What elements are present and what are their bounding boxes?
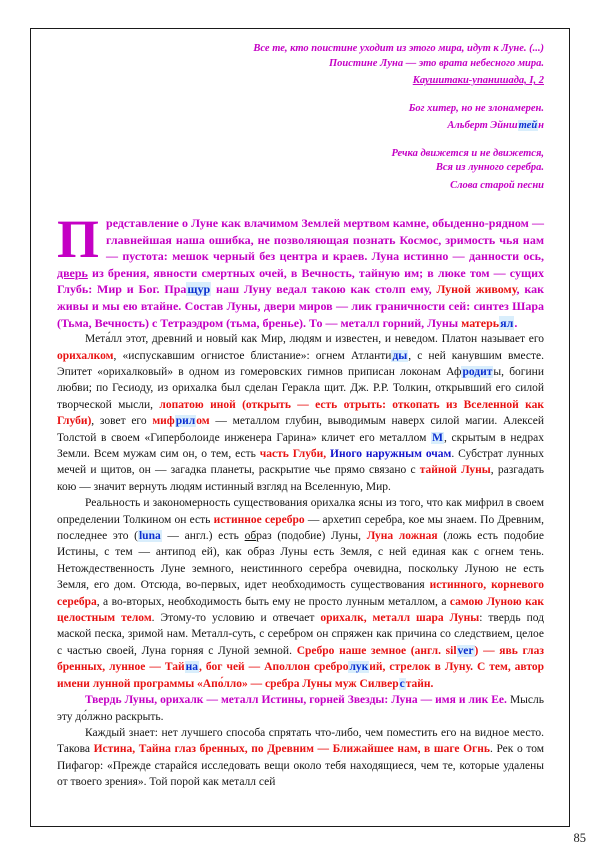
page-number: 85 [573, 831, 586, 845]
text-segment: Мета́лл этот, древний и новый как Мир, людям и известен, и неведом. Платон называет его [85, 333, 544, 346]
text-segment: тей [518, 120, 538, 131]
text-segment: , скрытым в недрах Земли. Всем мужам сим он, о тем, есть [57, 431, 544, 460]
text-segment: родит [462, 365, 493, 378]
text-segment: ы, богини любви; по Гесиоду, из орихалка был сделан Геракла щит. Дж. Р.Р. Толкин, открывший его силой творческой мысли, [57, 365, 544, 411]
text-segment: матерь [461, 315, 500, 330]
text-segment: . Этому-то условию и отвечает [151, 612, 321, 625]
text-segment: ял [500, 315, 514, 330]
text-segment: раз (подобие) Луны, [256, 530, 367, 543]
text-segment: ий, стрелок в Луну. С тем, автор имени лунной программы «Апо́лло» — сребра Луны муж Силвер [57, 661, 544, 690]
text-segment: , с ней канувшим вместе. Эпитет «орихалковый» в одном из гомеровских гимнов приписан локонам Аф [57, 349, 544, 378]
text-segment: , а во-вторых, необходимость быть ему не просто лунным металлом, а [96, 595, 450, 608]
text-segment: М [432, 431, 443, 444]
text-segment: , «испускавшим огнистое блистание»: огнем Атланти [113, 349, 392, 362]
text-segment: орихалк, металл шара Луны [320, 612, 480, 625]
text-segment: Бог хитер, но не злонамерен. [408, 102, 544, 114]
text-segment: sil [445, 644, 457, 657]
epigraph-attribution [57, 179, 544, 194]
dropcap-letter: П [57, 209, 100, 269]
page-content [57, 42, 544, 791]
epigraph-line [57, 57, 544, 72]
text-segment: Сребро наше земное (англ. [296, 644, 446, 657]
paragraph [57, 495, 544, 692]
text-segment: Твердь Луны, орихалк — металл Истины, горней Звезды: Луна — имя и лик Ее. [85, 694, 507, 707]
text-segment: Поистине Луна — это врата небесного мира. [328, 57, 544, 69]
epigraph-line [57, 42, 544, 57]
paragraph [57, 331, 544, 495]
text-segment: самою Луною как целостным телом [57, 595, 544, 625]
text-segment: Тай [164, 661, 185, 674]
text-segment: , разгадать кою — значит вернуть людям истинный взгляд на Вселенную, Мир. [57, 464, 545, 493]
text-segment: на [185, 661, 199, 674]
epigraph-line [57, 147, 544, 162]
paragraph [57, 692, 544, 725]
text-segment: об [244, 530, 257, 543]
epigraph [57, 42, 544, 89]
text-segment: (ложь есть подобие Истины, с тем — антипод ей), как образ Луны есть Земля, с ней единая как с огнем тень. Нетождественность Луне земного, неистинного серебра очевидна, поскольку Луною не есть Земля, его дом. Отсюда, во-первых, идет необходимость существования [57, 530, 545, 592]
epigraph-attribution [57, 74, 544, 89]
text-segment: часть Глуби, [259, 448, 327, 460]
text-segment: . [514, 315, 518, 330]
epigraph-section [57, 42, 544, 193]
epigraph-line [57, 102, 544, 117]
text-segment: щур [187, 282, 211, 297]
text-segment: — англ.) есть [161, 530, 245, 543]
text-segment: . Рек о том Пифагор: «Прежде старайся исследовать вещи около тебя находящиеся, чем те, которые удалены от твоего зрения». Той порой как металл сей [57, 743, 544, 789]
text-segment: Каждый знает: нет лучшего способа спрятать что-либо, чем поместить его на видное место. Такова [57, 726, 544, 756]
text-segment: Реальность и закономерность существования орихалка ясны из того, что как мифрил в своем определении Толкином он есть [57, 497, 544, 526]
text-segment: истинного, корневого серебра [57, 579, 544, 608]
epigraph-attribution [57, 119, 544, 134]
text-segment: наш Луну ведал такою как столп ему, [211, 282, 437, 297]
text-segment: Речка движется и не движется, [391, 147, 544, 159]
text-segment: ды [392, 349, 408, 362]
paragraph [57, 725, 544, 791]
text-segment: Слова старой песни [450, 179, 544, 191]
text-segment: лопатою иной (открыть — есть отрыть: откопать из Вселенной как Глуби) [57, 398, 544, 428]
text-segment: ) — явь глаз бренных, лунное — [57, 644, 544, 674]
text-segment: Кау̲шитаки-упанишада, I, 2 [412, 75, 544, 86]
text-segment: редставление о Луне как влачимом Землей мертвом камне, обыденно-рядном — главнейшая наша ошибка, не позволяющая познать Космос, зримость чья нам — пустота: мешок черный без центра и краев. Луна истинно — данности ось, [106, 216, 544, 264]
text-segment: — металлом глубин, выводимым наверх силой магии. Алексей Толстой в своем «Гиперболоиде инженера Гарина» кличет его металлом [57, 415, 544, 444]
text-segment: Луной живому [436, 282, 517, 297]
text-segment: . Субстрат лунных мечей и щитов, он — загадка планеты, раскрытие чье прямо связано с [57, 448, 544, 477]
text-segment: — архетип серебра, кое мы знаем. По Древним, последнее это ( [57, 513, 544, 543]
text-segment: ом [196, 415, 210, 428]
text-segment: Иного наружным очам [330, 448, 452, 460]
text-segment: истинное серебро [213, 513, 305, 526]
text-segment: Истина, Тайна глаз бренных, по Древним — Ближайшее нам, в шаге Огнь [93, 743, 490, 756]
text-segment: Все те, кто поистине уходит из этого мира, идут к Луне. (...) [253, 43, 544, 54]
text-segment: из брения, явности смертных очей, в Вечность, тайную им; в люке том — сущих Глубь: Мир и Бог. Пра [57, 265, 544, 297]
text-segment: , как живы и мы ею втайне. Состав Луны, двери миров — лик граничности сей: синтез Шара (Тьма, Вечность) с Тетраэдром (тьма, бренье). То — металл горний, Луны [57, 282, 545, 330]
text-segment: орихалком [57, 349, 114, 362]
epigraph [57, 147, 544, 194]
text-segment: , бог чей — Аполлон сребро [199, 661, 349, 674]
text-segment: ver [457, 644, 474, 657]
epigraph [57, 102, 544, 134]
text-segment: рил [175, 415, 196, 428]
text-segment: , зовет его [91, 415, 153, 428]
text-segment: с [399, 677, 405, 690]
text-segment: Альберт Эйнш [447, 120, 518, 131]
text-segment: тайн. [405, 677, 434, 690]
text-segment: лук [349, 661, 369, 674]
text-segment: Луна ложная [366, 530, 438, 543]
text-segment: тайной Луны [419, 464, 491, 477]
text-segment: : твердь под маской песка, зримой нам. Металл-суть, с серебром он спряжен как причина со следствием, целое с частью своей, Луна горняя с Луной земной. [57, 612, 544, 657]
text-segment: миф [152, 415, 175, 428]
epigraph-line [57, 161, 544, 176]
text-segment: luna [138, 530, 161, 543]
text-segment: Мысль эту до́лжно раскрыть. [57, 694, 544, 723]
text-segment: дверь [57, 265, 88, 280]
text-segment: Вся из лунного серебра. [435, 162, 544, 173]
body-text [57, 209, 545, 791]
text-segment: н [538, 120, 544, 131]
paragraph [57, 209, 545, 331]
